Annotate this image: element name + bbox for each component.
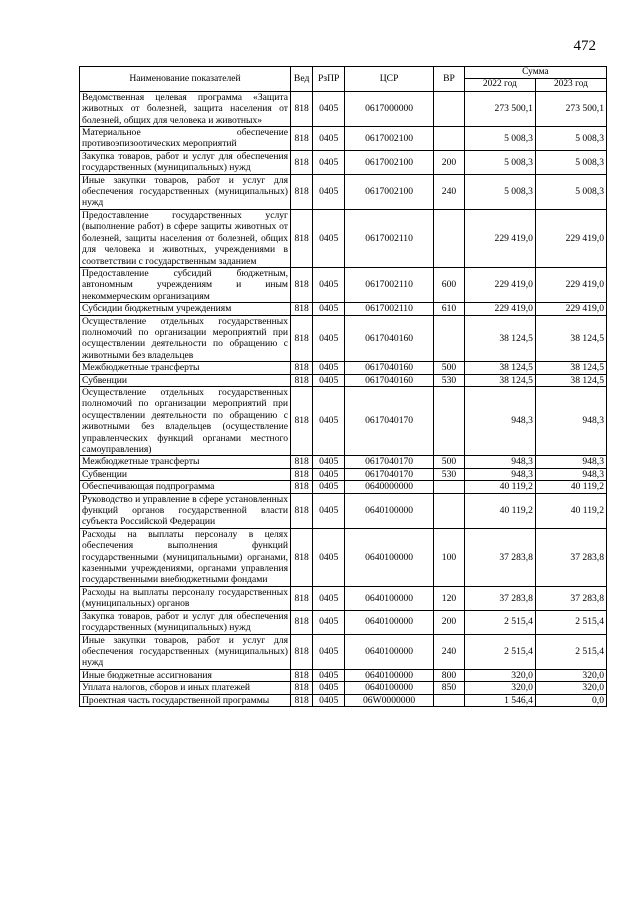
row-ved-cell: 818 (291, 91, 313, 126)
row-sum-2022-cell: 37 283,8 (464, 528, 535, 586)
table-row (80, 267, 607, 302)
row-csr-cell: 0617002100 (345, 174, 434, 209)
row-vr-cell: 100 (434, 528, 465, 586)
row-rzpr-cell: 0405 (313, 386, 345, 455)
row-rzpr-cell: 0405 (313, 610, 345, 634)
row-ved-cell: 818 (291, 150, 313, 174)
row-name-cell: Межбюджетные трансферты (80, 456, 291, 468)
table-row (80, 634, 607, 669)
row-name-cell: Расходы на выплаты персоналу в целях обеспечения выполнения функций государственными (муниципальными) органами, казенными учреждениями, органами управления государственными внебюджетными фондами (80, 528, 291, 586)
table-row (80, 481, 607, 493)
row-ved-cell: 818 (291, 682, 313, 694)
row-vr-cell (434, 493, 465, 528)
row-rzpr-cell: 0405 (313, 267, 345, 302)
header-year-2022: 2022 год (464, 79, 535, 91)
table-row (80, 374, 607, 386)
row-name-cell: Иные закупки товаров, работ и услуг для обеспечения государственных (муниципальных) нужд (80, 634, 291, 669)
row-sum-2023-cell: 38 124,5 (535, 315, 606, 362)
row-sum-2022-cell: 320,0 (464, 669, 535, 681)
row-csr-cell: 0617002110 (345, 267, 434, 302)
row-sum-2022-cell: 948,3 (464, 456, 535, 468)
row-vr-cell: 800 (434, 669, 465, 681)
row-sum-2023-cell: 5 008,3 (535, 174, 606, 209)
row-csr-cell: 0640100000 (345, 669, 434, 681)
row-sum-2022-cell: 5 008,3 (464, 150, 535, 174)
row-rzpr-cell: 0405 (313, 174, 345, 209)
row-sum-2023-cell: 2 515,4 (535, 634, 606, 669)
row-name-cell: Руководство и управление в сфере установленных функций органов государственной власти субъекта Российской Федерации (80, 493, 291, 528)
row-name-cell: Субвенции (80, 468, 291, 480)
table-row (80, 694, 607, 706)
row-sum-2023-cell: 40 119,2 (535, 493, 606, 528)
row-name-cell: Предоставление государственных услуг (выполнение работ) в сфере защиты животных от болезней, защиты населения от болезней, общих для человека и животных, учреждениями в соответствии с государственным заданием (80, 209, 291, 267)
row-sum-2022-cell: 38 124,5 (464, 362, 535, 374)
row-sum-2023-cell: 38 124,5 (535, 362, 606, 374)
row-rzpr-cell: 0405 (313, 127, 345, 151)
row-name-cell: Осуществление отдельных государственных полномочий по организации мероприятий при осуществлении деятельности по обращению с животными без владельцев (осуществление управленческих функций органами местного самоуправления) (80, 386, 291, 455)
row-sum-2022-cell: 5 008,3 (464, 174, 535, 209)
row-name-cell: Расходы на выплаты персоналу государственных (муниципальных) органов (80, 586, 291, 610)
row-sum-2022-cell: 229 419,0 (464, 267, 535, 302)
row-rzpr-cell: 0405 (313, 493, 345, 528)
row-vr-cell: 610 (434, 303, 465, 315)
row-ved-cell: 818 (291, 386, 313, 455)
table-row (80, 386, 607, 455)
row-vr-cell: 240 (434, 174, 465, 209)
row-sum-2022-cell: 273 500,1 (464, 91, 535, 126)
header-vr: ВР (434, 67, 465, 92)
row-name-cell: Обеспечивающая подпрограмма (80, 481, 291, 493)
row-rzpr-cell: 0405 (313, 315, 345, 362)
row-ved-cell: 818 (291, 127, 313, 151)
row-sum-2022-cell: 38 124,5 (464, 315, 535, 362)
row-csr-cell: 0640100000 (345, 493, 434, 528)
row-csr-cell: 0617002110 (345, 303, 434, 315)
row-rzpr-cell: 0405 (313, 669, 345, 681)
row-ved-cell: 818 (291, 669, 313, 681)
row-vr-cell (434, 694, 465, 706)
row-ved-cell: 818 (291, 481, 313, 493)
row-vr-cell: 120 (434, 586, 465, 610)
header-rzpr: РзПР (313, 67, 345, 92)
table-header (80, 67, 607, 92)
row-vr-cell: 500 (434, 456, 465, 468)
row-vr-cell: 530 (434, 374, 465, 386)
row-name-cell: Ведомственная целевая программа «Защита животных от болезней, защита населения от болезней, общих для человека и животных» (80, 91, 291, 126)
table-row (80, 362, 607, 374)
row-sum-2022-cell: 948,3 (464, 386, 535, 455)
row-ved-cell: 818 (291, 209, 313, 267)
row-vr-cell: 500 (434, 362, 465, 374)
row-sum-2022-cell: 229 419,0 (464, 209, 535, 267)
row-rzpr-cell: 0405 (313, 468, 345, 480)
header-sum: Сумма (464, 67, 606, 79)
row-ved-cell: 818 (291, 694, 313, 706)
row-sum-2023-cell: 0,0 (535, 694, 606, 706)
row-csr-cell: 0617040160 (345, 315, 434, 362)
row-csr-cell: 0617040170 (345, 386, 434, 455)
row-rzpr-cell: 0405 (313, 303, 345, 315)
row-csr-cell: 0617040170 (345, 456, 434, 468)
row-name-cell: Иные закупки товаров, работ и услуг для обеспечения государственных (муниципальных) нужд (80, 174, 291, 209)
row-ved-cell: 818 (291, 315, 313, 362)
table-row (80, 315, 607, 362)
row-sum-2022-cell: 38 124,5 (464, 374, 535, 386)
row-rzpr-cell: 0405 (313, 586, 345, 610)
row-sum-2023-cell: 320,0 (535, 682, 606, 694)
row-csr-cell: 0617002100 (345, 150, 434, 174)
row-rzpr-cell: 0405 (313, 694, 345, 706)
row-csr-cell: 0617040170 (345, 468, 434, 480)
table-row (80, 150, 607, 174)
row-sum-2022-cell: 40 119,2 (464, 493, 535, 528)
row-sum-2023-cell: 40 119,2 (535, 481, 606, 493)
row-sum-2023-cell: 948,3 (535, 386, 606, 455)
row-vr-cell (434, 209, 465, 267)
row-vr-cell (434, 386, 465, 455)
table-row (80, 610, 607, 634)
row-vr-cell (434, 91, 465, 126)
row-csr-cell: 0617002110 (345, 209, 434, 267)
row-sum-2022-cell: 2 515,4 (464, 610, 535, 634)
budget-table (79, 66, 607, 707)
row-vr-cell (434, 481, 465, 493)
row-csr-cell: 0640100000 (345, 610, 434, 634)
row-rzpr-cell: 0405 (313, 374, 345, 386)
row-sum-2023-cell: 948,3 (535, 456, 606, 468)
row-sum-2022-cell: 2 515,4 (464, 634, 535, 669)
row-ved-cell: 818 (291, 586, 313, 610)
row-csr-cell: 06W0000000 (345, 694, 434, 706)
table-row (80, 456, 607, 468)
row-csr-cell: 0640100000 (345, 528, 434, 586)
row-sum-2022-cell: 40 119,2 (464, 481, 535, 493)
row-sum-2023-cell: 37 283,8 (535, 586, 606, 610)
row-name-cell: Межбюджетные трансферты (80, 362, 291, 374)
row-csr-cell: 0640100000 (345, 682, 434, 694)
row-ved-cell: 818 (291, 610, 313, 634)
row-sum-2023-cell: 229 419,0 (535, 209, 606, 267)
row-sum-2023-cell: 273 500,1 (535, 91, 606, 126)
table-row (80, 682, 607, 694)
row-rzpr-cell: 0405 (313, 150, 345, 174)
row-sum-2023-cell: 5 008,3 (535, 127, 606, 151)
table-row (80, 91, 607, 126)
row-sum-2023-cell: 229 419,0 (535, 303, 606, 315)
row-ved-cell: 818 (291, 468, 313, 480)
row-sum-2023-cell: 38 124,5 (535, 374, 606, 386)
row-rzpr-cell: 0405 (313, 91, 345, 126)
row-name-cell: Материальное обеспечение противоэпизоотических мероприятий (80, 127, 291, 151)
row-name-cell: Закупка товаров, работ и услуг для обеспечения государственных (муниципальных) нужд (80, 150, 291, 174)
row-name-cell: Осуществление отдельных государственных полномочий по организации мероприятий при осуществлении деятельности по обращению с животными без владельцев (80, 315, 291, 362)
row-name-cell: Субсидии бюджетным учреждениям (80, 303, 291, 315)
row-sum-2022-cell: 37 283,8 (464, 586, 535, 610)
row-rzpr-cell: 0405 (313, 456, 345, 468)
table-row (80, 586, 607, 610)
row-sum-2022-cell: 229 419,0 (464, 303, 535, 315)
row-csr-cell: 0640100000 (345, 634, 434, 669)
row-rzpr-cell: 0405 (313, 528, 345, 586)
row-csr-cell: 0617040160 (345, 362, 434, 374)
row-sum-2023-cell: 5 008,3 (535, 150, 606, 174)
row-vr-cell: 850 (434, 682, 465, 694)
row-csr-cell: 0617002100 (345, 127, 434, 151)
table-row (80, 669, 607, 681)
row-ved-cell: 818 (291, 267, 313, 302)
table-row (80, 209, 607, 267)
table-row (80, 493, 607, 528)
row-vr-cell (434, 127, 465, 151)
row-vr-cell: 530 (434, 468, 465, 480)
row-vr-cell (434, 315, 465, 362)
row-sum-2023-cell: 229 419,0 (535, 267, 606, 302)
row-sum-2022-cell: 1 546,4 (464, 694, 535, 706)
row-ved-cell: 818 (291, 493, 313, 528)
row-rzpr-cell: 0405 (313, 209, 345, 267)
row-csr-cell: 0640100000 (345, 586, 434, 610)
row-vr-cell: 200 (434, 610, 465, 634)
header-year-2023: 2023 год (535, 79, 606, 91)
header-csr: ЦСР (345, 67, 434, 92)
row-sum-2023-cell: 37 283,8 (535, 528, 606, 586)
row-ved-cell: 818 (291, 634, 313, 669)
table-row (80, 468, 607, 480)
row-csr-cell: 0640000000 (345, 481, 434, 493)
table-row (80, 303, 607, 315)
row-ved-cell: 818 (291, 174, 313, 209)
row-rzpr-cell: 0405 (313, 682, 345, 694)
table-row (80, 174, 607, 209)
row-name-cell: Иные бюджетные ассигнования (80, 669, 291, 681)
row-rzpr-cell: 0405 (313, 634, 345, 669)
row-ved-cell: 818 (291, 303, 313, 315)
row-name-cell: Проектная часть государственной программы (80, 694, 291, 706)
header-ved: Вед (291, 67, 313, 92)
row-csr-cell: 0617040160 (345, 374, 434, 386)
row-vr-cell: 600 (434, 267, 465, 302)
row-sum-2022-cell: 948,3 (464, 468, 535, 480)
row-sum-2023-cell: 948,3 (535, 468, 606, 480)
row-ved-cell: 818 (291, 374, 313, 386)
table-body (80, 91, 607, 706)
row-rzpr-cell: 0405 (313, 362, 345, 374)
table-row (80, 528, 607, 586)
row-vr-cell: 240 (434, 634, 465, 669)
row-sum-2023-cell: 2 515,4 (535, 610, 606, 634)
row-sum-2023-cell: 320,0 (535, 669, 606, 681)
row-vr-cell: 200 (434, 150, 465, 174)
row-name-cell: Субвенции (80, 374, 291, 386)
row-csr-cell: 0617000000 (345, 91, 434, 126)
row-ved-cell: 818 (291, 456, 313, 468)
row-name-cell: Предоставление субсидий бюджетным, автономным учреждениям и иным некоммерческим организациям (80, 267, 291, 302)
row-name-cell: Закупка товаров, работ и услуг для обеспечения государственных (муниципальных) нужд (80, 610, 291, 634)
table-row (80, 127, 607, 151)
row-name-cell: Уплата налогов, сборов и иных платежей (80, 682, 291, 694)
row-rzpr-cell: 0405 (313, 481, 345, 493)
header-name: Наименование показателей (80, 67, 291, 92)
row-ved-cell: 818 (291, 362, 313, 374)
row-ved-cell: 818 (291, 528, 313, 586)
page-number: 472 (573, 38, 596, 54)
row-sum-2022-cell: 5 008,3 (464, 127, 535, 151)
row-sum-2022-cell: 320,0 (464, 682, 535, 694)
